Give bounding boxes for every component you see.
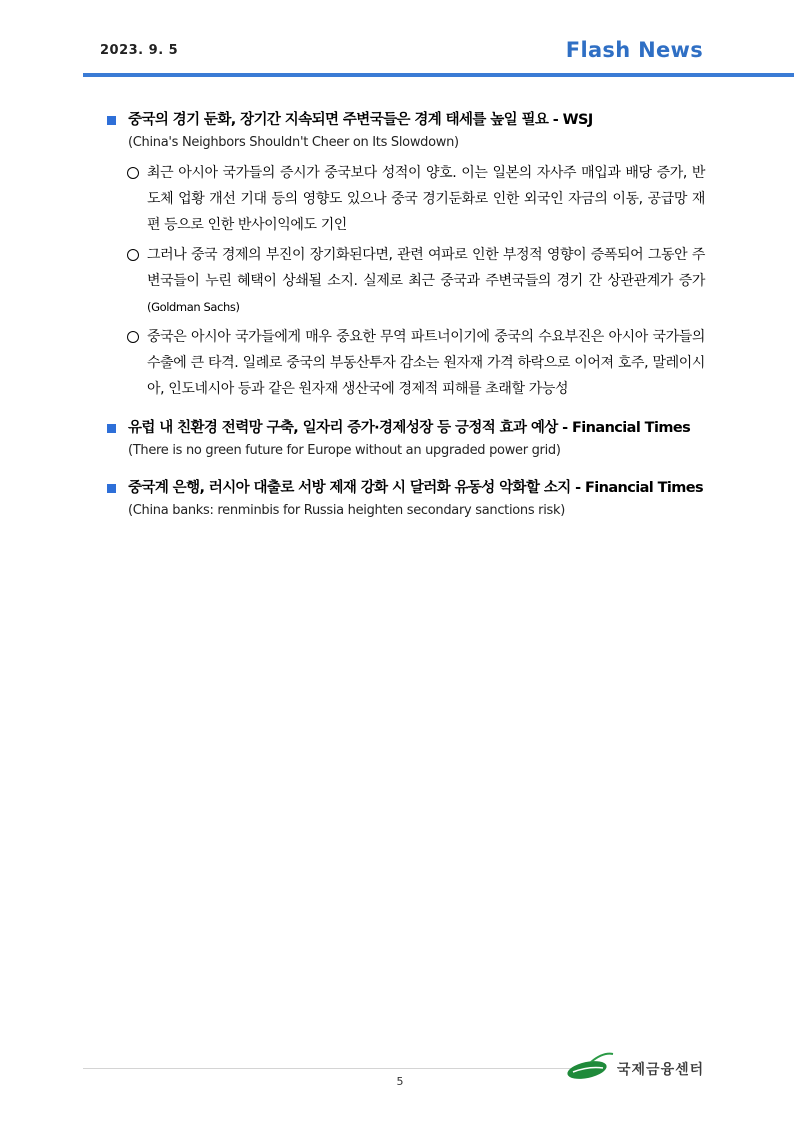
bullet-text: 중국은 아시아 국가들에게 매우 중요한 무역 파트너이기에 중국의 수요부진은 아시아 국가들의 수출에 큰 타격. 일례로 중국의 부동산투자 감소는 원자재 가격 하락으로 이어져 호주, 말레이시아, 인도네시아 등과 같은 원자재 생산국에 경제적 피해를 초래할 가능성 bbox=[147, 329, 705, 397]
headline-text: 중국계 은행, 러시아 대출로 서방 제재 강화 시 달러화 유동성 악화할 소지 - Financial Times bbox=[128, 480, 704, 496]
circle-bullet-icon bbox=[127, 331, 139, 343]
circle-bullet-icon bbox=[127, 249, 139, 261]
bullet-item bbox=[100, 242, 705, 320]
logo-text: 국제금융센터 bbox=[617, 1062, 705, 1078]
headline-text: 중국의 경기 둔화, 장기간 지속되면 주변국들은 경계 태세를 높일 필요 - WSJ bbox=[128, 112, 593, 128]
square-bullet-icon bbox=[107, 116, 116, 125]
bullet-item bbox=[100, 324, 705, 402]
bullet-source: (Goldman Sachs) bbox=[147, 300, 240, 314]
square-bullet-icon bbox=[107, 424, 116, 433]
square-bullet-icon bbox=[107, 484, 116, 493]
header-rule bbox=[83, 73, 794, 77]
header-date: 2023. 9. 5 bbox=[100, 43, 179, 58]
news-item bbox=[100, 416, 705, 462]
news-subtitle: (There is no green future for Europe without an upgraded power grid) bbox=[128, 443, 561, 458]
news-item bbox=[100, 476, 705, 522]
news-subtitle: (China's Neighbors Shouldn't Cheer on Its Slowdown) bbox=[128, 135, 459, 150]
leaf-logo-icon bbox=[563, 1048, 615, 1084]
bullet-text: 그러나 중국 경제의 부진이 장기화된다면, 관련 여파로 인한 부정적 영향이 증폭되어 그동안 주변국들이 누린 혜택이 상쇄될 소지. 실제로 최근 중국과 주변국들의 경기 간 상관관계가 증가 bbox=[147, 247, 705, 289]
news-headline bbox=[100, 476, 705, 500]
headline-text: 유럽 내 친환경 전력망 구축, 일자리 증가·경제성장 등 긍정적 효과 예상 - Financial Times bbox=[128, 420, 691, 436]
kcif-logo bbox=[563, 1048, 713, 1084]
news-content bbox=[100, 108, 705, 536]
header-title: Flash News bbox=[565, 38, 703, 62]
bullet-text: 최근 아시아 국가들의 증시가 중국보다 성적이 양호. 이는 일본의 자사주 매입과 배당 증가, 반도체 업황 개선 기대 등의 영향도 있으나 중국 경기둔화로 인한 외국인 자금의 이동, 공급망 재편 등으로 인한 반사이익에도 기인 bbox=[147, 165, 705, 233]
news-headline bbox=[100, 108, 705, 132]
bullet-list bbox=[100, 160, 705, 402]
news-item bbox=[100, 108, 705, 402]
footer-rule bbox=[83, 1068, 579, 1069]
circle-bullet-icon bbox=[127, 167, 139, 179]
news-headline bbox=[100, 416, 705, 440]
bullet-item bbox=[100, 160, 705, 238]
news-subtitle: (China banks: renminbis for Russia heighten secondary sanctions risk) bbox=[128, 503, 566, 518]
page-number: 5 bbox=[396, 1075, 404, 1088]
